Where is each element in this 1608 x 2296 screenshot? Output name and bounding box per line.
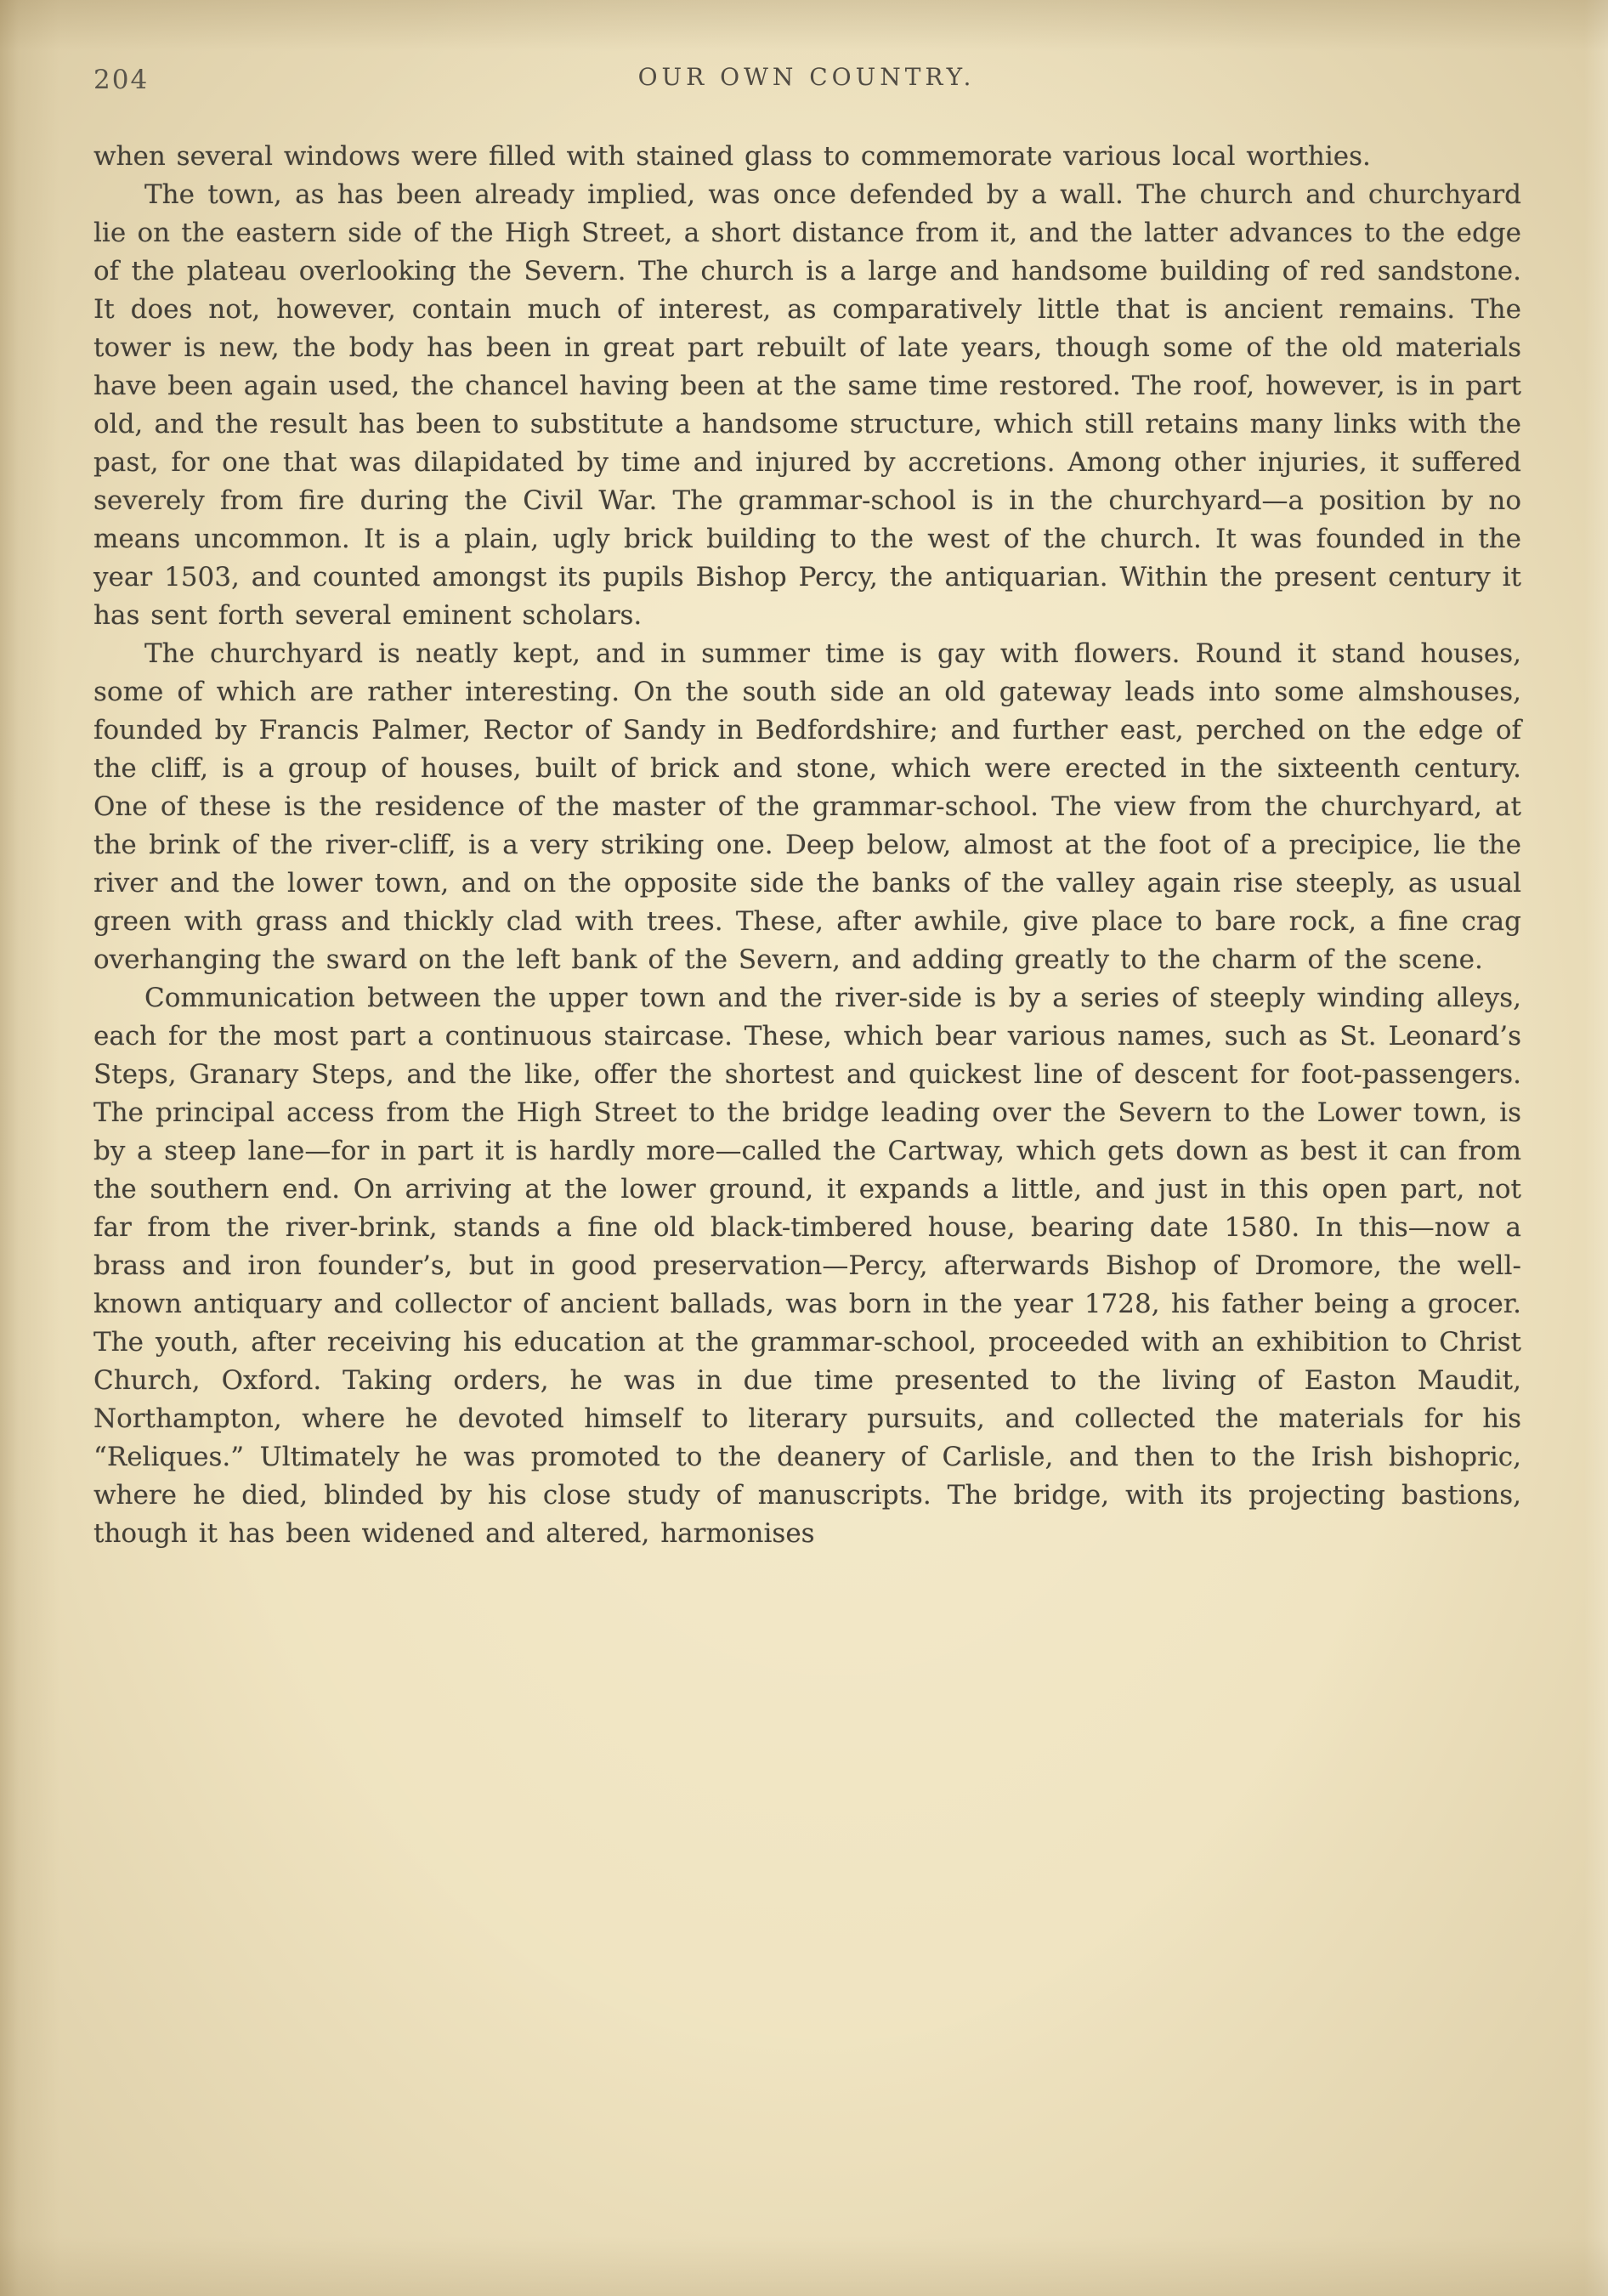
paragraph: The town, as has been already implied, was once defended by a wall. The church and churchyard lie on the eastern side of the High Street, a short distance from it, and the latter advances to the edge of the plateau overlooking the Severn. The church is a large and handsome building of red sandstone. It does not, however, contain much of interest, as comparatively little that is ancient remains. The tower is new, the body has been in great part rebuilt of late years, though some of the old materials have been again used, the chancel having been at the same time restored. The roof, however, is in part old, and the result has been to substitute a handsome structure, which still retains many links with the past, for one that was dilapidated by time and injured by accretions. Among other injuries, it suffered severely from fire during the Civil War. The grammar-school is in the churchyard—a position by no means uncommon. It is a plain, ugly brick building to the west of the church. It was founded in the year 1503, and counted amongst its pupils Bishop Percy, the antiquarian. Within the present century it has sent forth several eminent scholars. xyxy=(93,179,1521,631)
running-title: OUR OWN COUNTRY. xyxy=(637,63,976,91)
paragraph: The churchyard is neatly kept, and in summer time is gay with flowers. Round it stand houses, some of which are rather interesting. On the south side an old gateway leads into some almshouses, founded by Francis Palmer, Rector of Sandy in Bedfordshire; and further east, perched on the edge of the cliff, is a group of houses, built of brick and stone, which were erected in the sixteenth century. One of these is the residence of the master of the grammar-school. The view from the churchyard, at the brink of the river-cliff, is a very striking one. Deep below, almost at the foot of a precipice, lie the river and the lower town, and on the opposite side the banks of the valley again rise steeply, as usual green with grass and thickly clad with trees. These, after awhile, give place to bare rock, a fine crag overhanging the sward on the left bank of the Severn, and adding greatly to the charm of the scene. xyxy=(93,638,1521,975)
paragraph-continuation: when several windows were filled with stained glass to commemorate various local worthies. xyxy=(93,141,1371,172)
paragraph: Communication between the upper town and the river-side is by a series of steeply winding alleys, each for the most part a continuous staircase. These, which bear various names, such as St. Leonard’s Steps, Granary Steps, and the like, offer the shortest and quickest line of descent for foot-passengers. The principal access from the High Street to the bridge leading over the Severn to the Lower town, is by a steep lane—for in part it is hardly more—called the Cartway, which gets down as best it can from the southern end. On arriving at the lower ground, it expands a little, and just in this open part, not far from the river-brink, stands a fine old black-timbered house, bearing date 1580. In this—now a brass and iron founder’s, but in good preservation—Percy, afterwards Bishop of Dromore, the well-known antiquary and collector of ancient ballads, was born in the year 1728, his father being a grocer. The youth, after receiving his education at the grammar-school, proceeded with an exhibition to Christ Church, Oxford. Taking orders, he was in due time presented to the living of Easton Maudit, Northampton, where he devoted himself to literary pursuits, and collected the materials for his “Reliques.” Ultimately he was promoted to the deanery of Carlisle, and then to the Irish bishopric, where he died, blinded by his close study of manuscripts. The bridge, with its projecting bastions, though it has been widened and altered, harmonises xyxy=(93,983,1521,1549)
page-number: 204 xyxy=(93,65,150,95)
page-header xyxy=(93,63,1520,100)
text-block xyxy=(93,138,1521,1553)
